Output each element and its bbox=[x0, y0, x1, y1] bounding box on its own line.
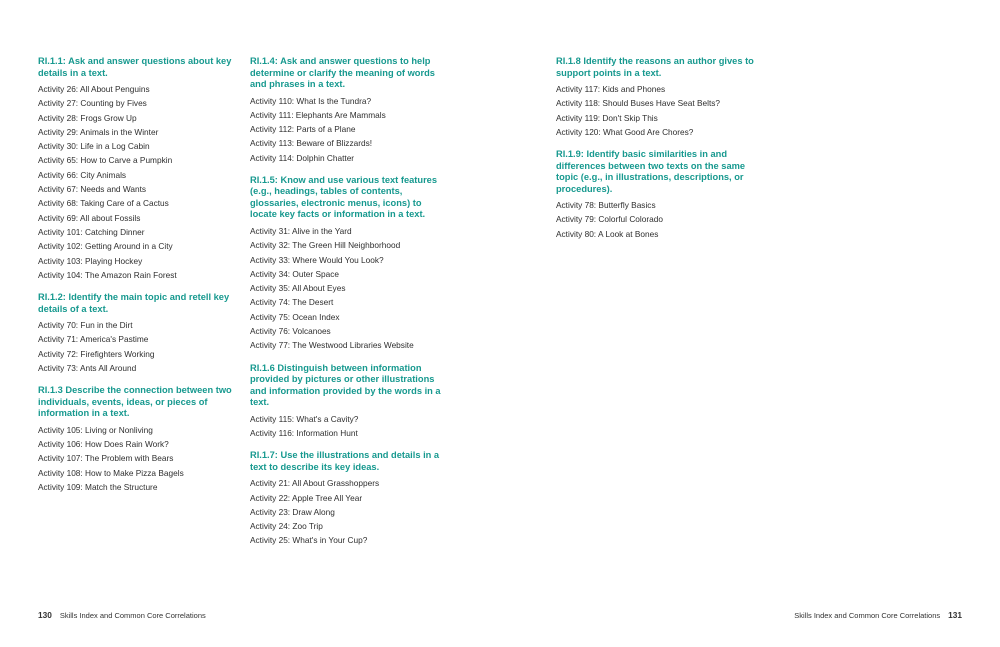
activity-item: Activity 104: The Amazon Rain Forest bbox=[38, 269, 177, 280]
activity-item: Activity 118: Should Buses Have Seat Belts? bbox=[556, 98, 721, 109]
activity-item: Activity 75: Ocean Index bbox=[250, 311, 340, 322]
activity-item: Activity 25: What's in Your Cup? bbox=[250, 535, 368, 546]
standard-section-ri-1-4 bbox=[250, 56, 450, 165]
standard-heading: RI.1.5: Know and use various text features (e.g., headings, tables of contents, glossaries, electronic menus, icons) to locate key facts or information in a text. bbox=[250, 174, 438, 220]
column-1 bbox=[38, 56, 238, 504]
standard-section-ri-1-6 bbox=[250, 363, 450, 441]
standard-heading: RI.1.6 Distinguish between information provided by pictures or other illustrations and information provided by the words in a text. bbox=[250, 362, 441, 408]
activity-item: Activity 78: Butterfly Basics bbox=[556, 200, 656, 211]
activity-item: Activity 108: How to Make Pizza Bagels bbox=[38, 467, 184, 478]
running-title-right: Skills Index and Common Core Correlations bbox=[794, 611, 941, 620]
activity-item: Activity 119: Don't Skip This bbox=[556, 112, 658, 123]
standard-section-ri-1-9 bbox=[556, 149, 756, 241]
activity-item: Activity 23: Draw Along bbox=[250, 506, 335, 517]
activity-item: Activity 80: A Look at Bones bbox=[556, 228, 659, 239]
activity-item: Activity 103: Playing Hockey bbox=[38, 255, 143, 266]
activity-item: Activity 26: All About Penguins bbox=[38, 84, 150, 94]
activity-item: Activity 106: How Does Rain Work? bbox=[38, 439, 169, 450]
activity-item: Activity 109: Match the Structure bbox=[38, 482, 158, 493]
activity-item: Activity 29: Animals in the Winter bbox=[38, 126, 159, 137]
activity-item: Activity 76: Volcanoes bbox=[250, 326, 331, 337]
standard-section-ri-1-2 bbox=[38, 292, 238, 375]
page-number-right: 131 bbox=[948, 610, 962, 620]
activity-item: Activity 71: America's Pastime bbox=[38, 334, 149, 345]
running-title-left: Skills Index and Common Core Correlations bbox=[59, 611, 206, 620]
activity-item: Activity 33: Where Would You Look? bbox=[250, 254, 384, 265]
activity-item: Activity 72: Firefighters Working bbox=[38, 348, 155, 359]
standard-heading: RI.1.3 Describe the connection between two individuals, events, ideas, or pieces of information in a text. bbox=[38, 385, 232, 419]
activity-item: Activity 102: Getting Around in a City bbox=[38, 241, 173, 252]
activity-list bbox=[38, 318, 238, 375]
column-2 bbox=[250, 56, 450, 558]
page-number-left: 130 bbox=[38, 610, 52, 620]
standard-heading: RI.1.9: Identify basic similarities in and differences between two texts on the same topic (e.g., in illustrations, descriptions, or procedures). bbox=[556, 149, 746, 194]
activity-list bbox=[250, 224, 450, 353]
activity-list bbox=[38, 423, 238, 494]
activity-item: Activity 22: Apple Tree All Year bbox=[250, 492, 363, 503]
activity-item: Activity 32: The Green Hill Neighborhood bbox=[250, 240, 401, 251]
activity-item: Activity 115: What's a Cavity? bbox=[250, 413, 359, 424]
activity-item: Activity 24: Zoo Trip bbox=[250, 521, 323, 532]
standard-section-ri-1-1 bbox=[38, 56, 238, 282]
footer-left bbox=[38, 610, 206, 620]
activity-item: Activity 28: Frogs Grow Up bbox=[38, 112, 137, 123]
activity-item: Activity 73: Ants All Around bbox=[38, 363, 137, 374]
activity-item: Activity 27: Counting by Fives bbox=[38, 98, 147, 109]
activity-item: Activity 21: All About Grasshoppers bbox=[250, 478, 380, 489]
activity-item: Activity 107: The Problem with Bears bbox=[38, 453, 174, 464]
activity-item: Activity 77: The Westwood Libraries Website bbox=[250, 340, 414, 351]
standard-heading: RI.1.7: Use the illustrations and details in a text to describe its key ideas. bbox=[250, 450, 440, 472]
activity-list bbox=[556, 198, 756, 241]
standard-heading: RI.1.8 Identify the reasons an author gives to support points in a text. bbox=[556, 56, 754, 78]
activity-list bbox=[38, 82, 238, 282]
activity-item: Activity 117: Kids and Phones bbox=[556, 84, 666, 94]
column-3 bbox=[556, 56, 756, 251]
activity-item: Activity 30: Life in a Log Cabin bbox=[38, 141, 150, 152]
standard-section-ri-1-5 bbox=[250, 175, 450, 353]
activity-item: Activity 67: Needs and Wants bbox=[38, 184, 147, 195]
activity-item: Activity 105: Living or Nonliving bbox=[38, 424, 153, 435]
activity-item: Activity 35: All About Eyes bbox=[250, 283, 346, 294]
standard-section-ri-1-7 bbox=[250, 450, 450, 547]
standard-heading: RI.1.1: Ask and answer questions about key details in a text. bbox=[38, 56, 232, 78]
activity-item: Activity 111: Elephants Are Mammals bbox=[250, 109, 386, 120]
footer-right bbox=[794, 610, 962, 620]
standard-section-ri-1-3 bbox=[38, 385, 238, 494]
activity-item: Activity 120: What Good Are Chores? bbox=[556, 126, 694, 137]
activity-item: Activity 116: Information Hunt bbox=[250, 427, 358, 438]
activity-item: Activity 113: Beware of Blizzards! bbox=[250, 138, 373, 149]
activity-item: Activity 112: Parts of a Plane bbox=[250, 124, 356, 135]
activity-item: Activity 74: The Desert bbox=[250, 297, 334, 308]
activity-item: Activity 31: Alive in the Yard bbox=[250, 225, 352, 236]
activity-item: Activity 79: Colorful Colorado bbox=[556, 214, 663, 225]
activity-item: Activity 101: Catching Dinner bbox=[38, 226, 145, 237]
standard-section-ri-1-8 bbox=[556, 56, 756, 139]
activity-item: Activity 34: Outer Space bbox=[250, 268, 340, 279]
activity-list bbox=[250, 94, 450, 165]
activity-list bbox=[556, 82, 756, 139]
activity-item: Activity 114: Dolphin Chatter bbox=[250, 152, 355, 163]
activity-item: Activity 65: How to Carve a Pumpkin bbox=[38, 155, 173, 166]
activity-item: Activity 110: What Is the Tundra? bbox=[250, 95, 372, 106]
activity-item: Activity 70: Fun in the Dirt bbox=[38, 320, 133, 331]
standard-heading: RI.1.2: Identify the main topic and retell key details of a text. bbox=[38, 292, 230, 314]
activity-list bbox=[250, 412, 450, 441]
activity-list bbox=[250, 476, 450, 547]
standard-heading: RI.1.4: Ask and answer questions to help determine or clarify the meaning of words and phrases in a text. bbox=[250, 56, 435, 89]
activity-item: Activity 68: Taking Care of a Cactus bbox=[38, 198, 169, 209]
activity-item: Activity 69: All about Fossils bbox=[38, 212, 141, 223]
activity-item: Activity 66: City Animals bbox=[38, 169, 127, 180]
